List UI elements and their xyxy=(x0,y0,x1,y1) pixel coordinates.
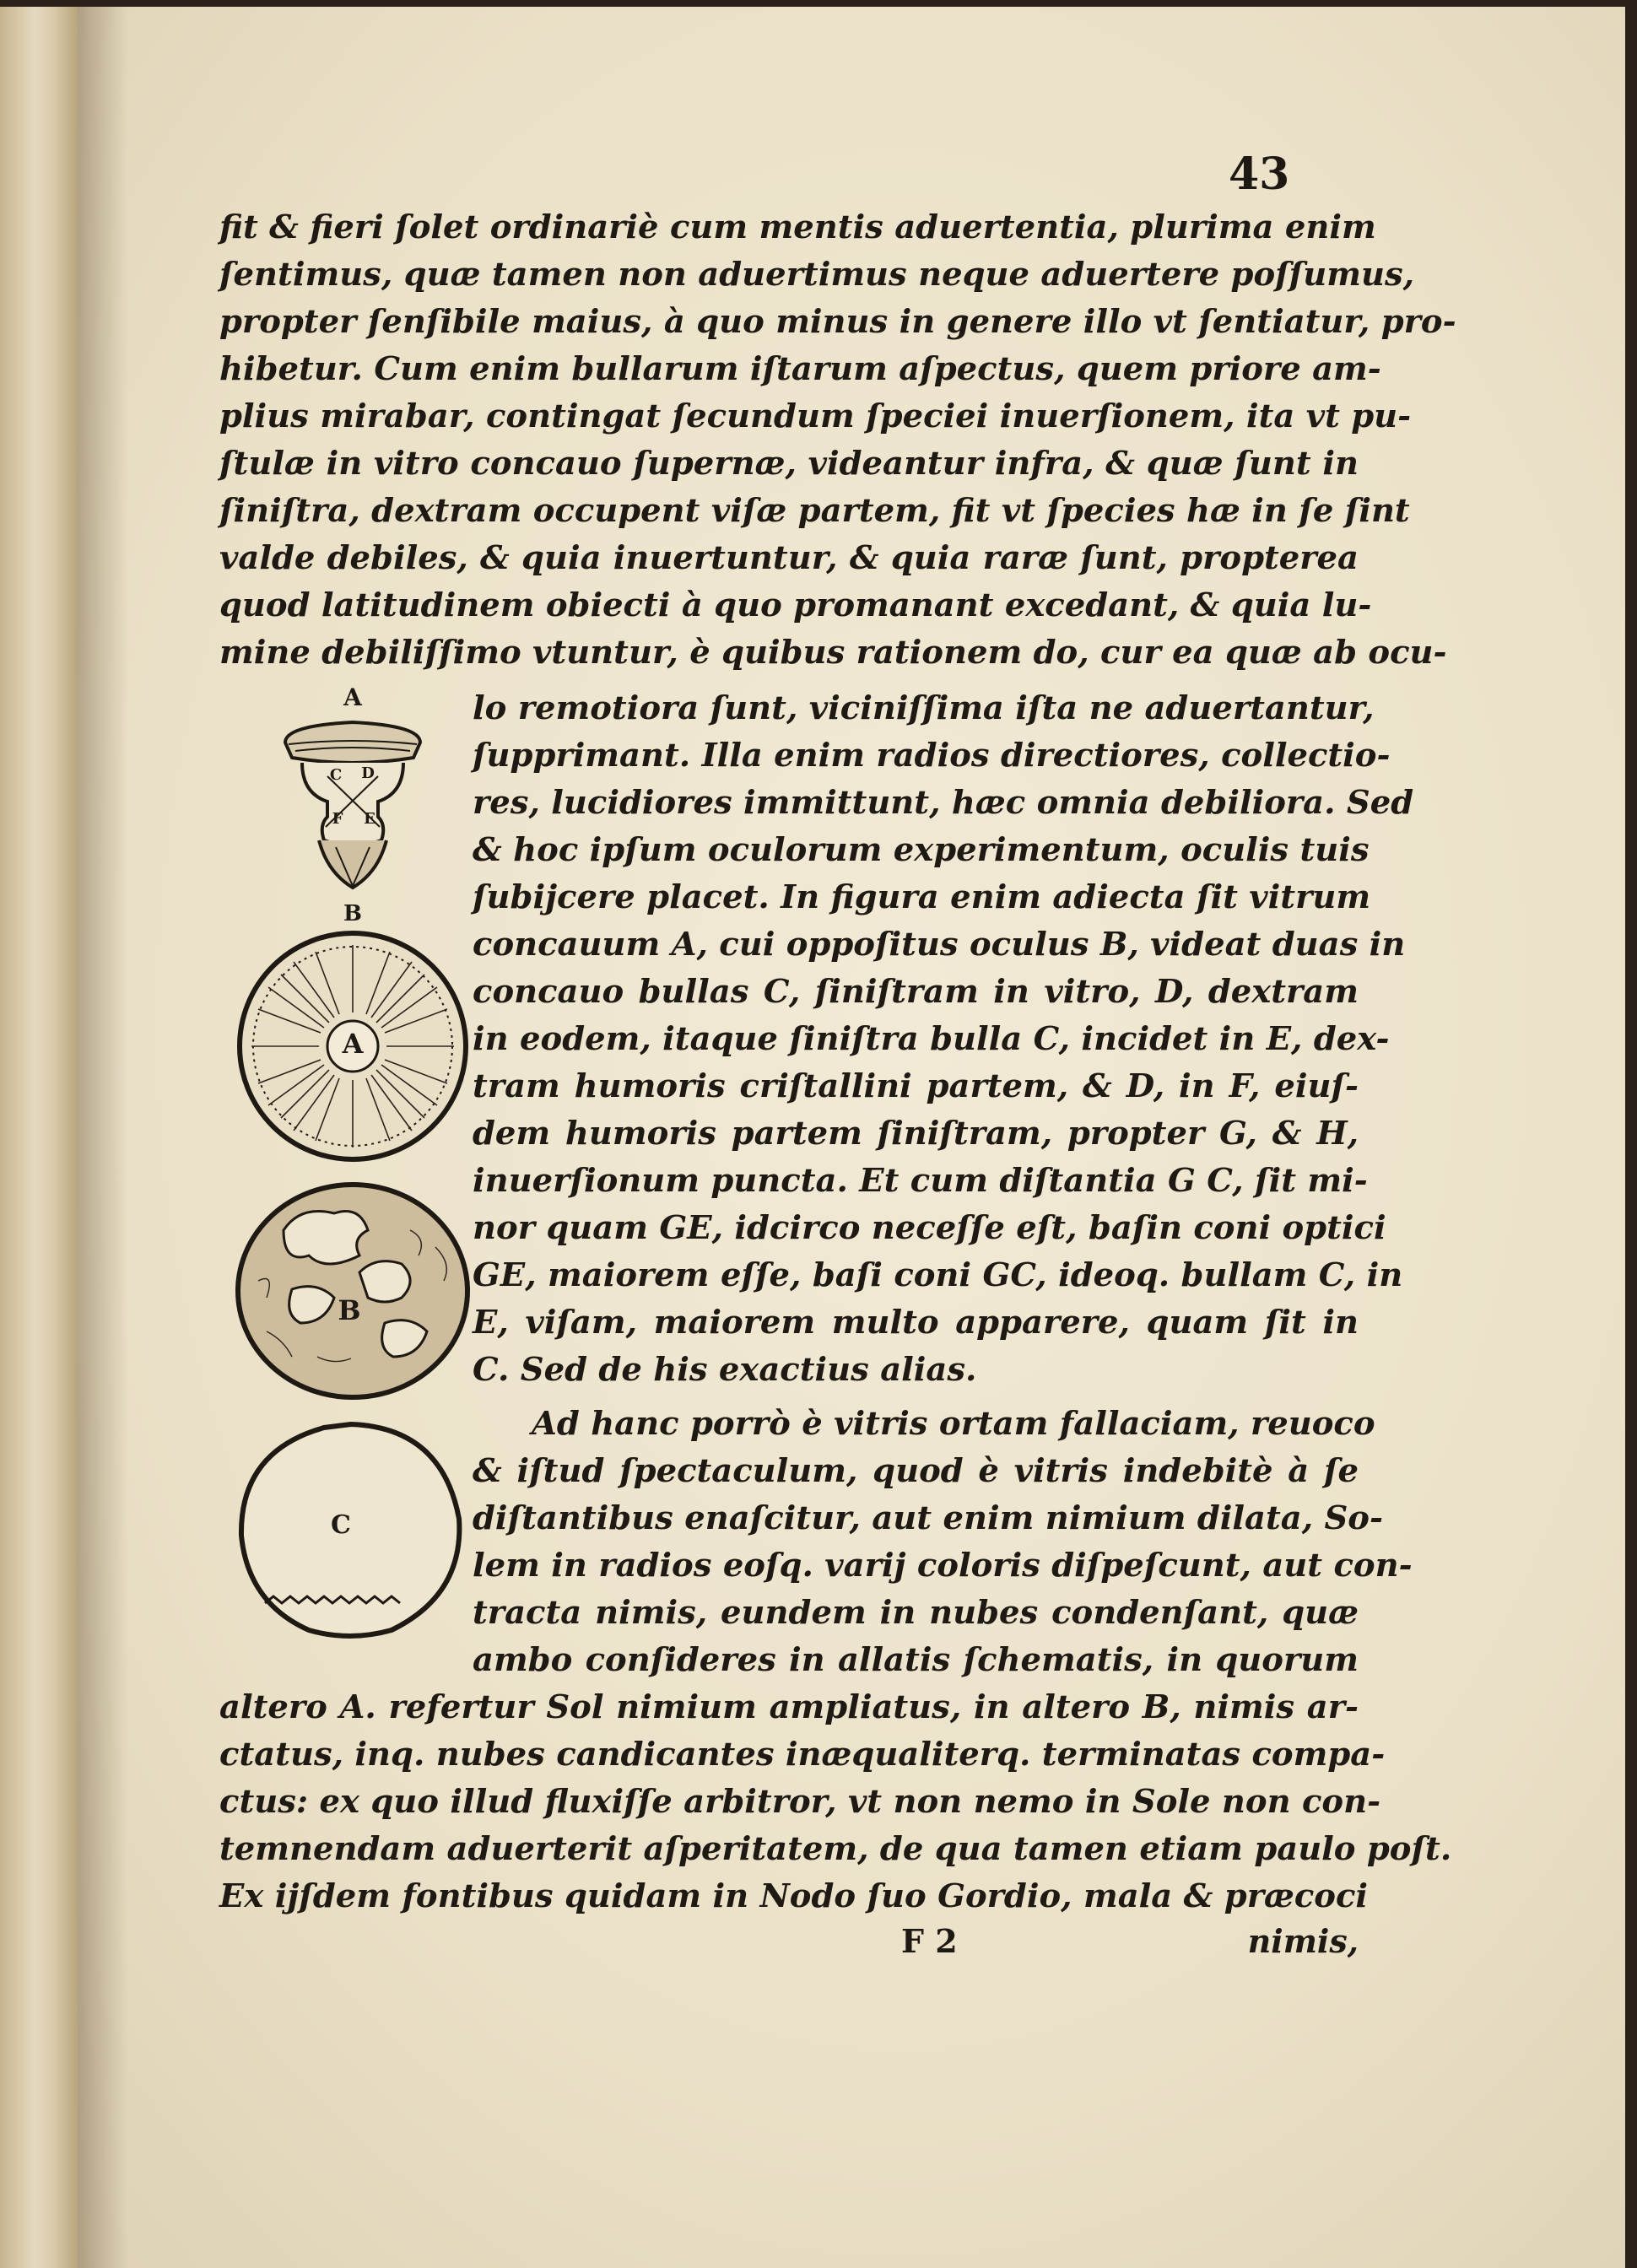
text-line: ſubijcere placet. In figura enim adiecta ſit vitrum xyxy=(473,878,1371,916)
sun-b-figure xyxy=(233,1180,473,1402)
text-line: concauo bullas C, ſiniſtram in vitro, D, dextram xyxy=(473,973,1359,1011)
text-line: inuerſionum puncta. Et cum diſtantia G C, ſit mi- xyxy=(473,1162,1368,1200)
eye-diagram-drawing xyxy=(268,692,437,928)
text-line: propter ſenſibile maius, à quo minus in genere illo vt ſentiatur, pro- xyxy=(219,303,1456,341)
text-line: tracta nimis, eundem in nubes condenſant, quæ xyxy=(473,1594,1359,1632)
text-line: ſtulæ in vitro concauo ſupernæ, videantur infra, & quæ ſunt in xyxy=(219,445,1359,483)
figure-label-d: D xyxy=(361,764,375,782)
text-line: in eodem, itaque ſiniſtra bulla C, incidet in E, dex- xyxy=(473,1020,1390,1058)
text-line: concauum A, cui oppoſitus oculus B, videat duas in xyxy=(473,926,1406,964)
text-line: temnendam aduerterit aſperitatem, de qua tamen etiam paulo poſt. xyxy=(219,1830,1452,1868)
text-line: diſtantibus enaſcitur, aut enim nimium dilata, So- xyxy=(473,1499,1383,1537)
text-line: dem humoris partem ſiniſtram, propter G, & H, xyxy=(473,1115,1359,1153)
text-line: tram humoris criſtallini partem, & D, in F, eiuſ- xyxy=(473,1067,1359,1105)
text-line: GE, maiorem eſſe, baſi coni GC, ideoq. bullam C, in xyxy=(473,1256,1403,1294)
sun-b-drawing xyxy=(233,1180,473,1402)
sun-b-label: B xyxy=(338,1294,361,1326)
gutter-shadow xyxy=(78,0,128,2268)
text-line: ſentimus, quæ tamen non aduertimus neque aduertere poſſumus, xyxy=(219,256,1415,294)
text-line: Ex ijſdem fontibus quidam in Nodo ſuo Gordio, mala & præcoci xyxy=(219,1877,1369,1915)
scan-border-right xyxy=(1625,0,1637,2268)
paragraph-start: Ad hanc porrò è vitris ortam fallaciam, reuoco xyxy=(532,1405,1375,1443)
text-line: ambo conſideres in allatis ſchematis, in quorum xyxy=(473,1641,1359,1679)
sun-c-figure xyxy=(231,1418,471,1644)
figure-label-c: C xyxy=(329,766,343,784)
text-line: mine debiliſſimo vtuntur, è quibus rationem do, cur ea quæ ab ocu- xyxy=(219,634,1447,672)
text-line: quod latitudinem obiecti à quo promanant excedant, & quia lu- xyxy=(219,586,1372,624)
catchword: nimis, xyxy=(1247,1922,1359,1960)
text-line: hibetur. Cum enim bullarum iſtarum aſpectus, quem priore am- xyxy=(219,350,1381,388)
text-line: & hoc ipſum oculorum experimentum, oculis tuis xyxy=(473,831,1370,869)
sun-a-figure xyxy=(235,928,471,1164)
sun-c-label: C xyxy=(331,1510,351,1540)
eye-diagram-figure xyxy=(268,683,437,928)
text-line: res, lucidiores immittunt, hæc omnia debiliora. Sed xyxy=(473,784,1414,822)
figure-label-f: F xyxy=(332,810,343,828)
text-line: E, viſam, maiorem multo apparere, quam ſit in xyxy=(473,1304,1359,1342)
figure-label-b: B xyxy=(343,901,362,926)
text-line: ctus: ex quo illud fluxiſſe arbitror, vt non nemo in Sole non con- xyxy=(219,1783,1381,1821)
text-line: lem in radios eoſq. varij coloris diſpeſcunt, aut con- xyxy=(473,1547,1413,1585)
text-line: lo remotiora ſunt, viciniſſima iſta ne aduertantur, xyxy=(473,689,1375,727)
text-line: plius mirabar, contingat ſecundum ſpeciei inuerſionem, ita vt pu- xyxy=(219,397,1412,435)
facing-page-edge xyxy=(0,0,78,2268)
figure-label-a: A xyxy=(343,683,362,711)
figure-label-e: E xyxy=(364,810,375,828)
page-number: 43 xyxy=(1229,148,1290,200)
text-line: nor quam GE, idcirco neceſſe eſt, baſin coni optici xyxy=(473,1209,1386,1247)
text-line: altero A. refertur Sol nimium ampliatus, in altero B, nimis ar- xyxy=(219,1688,1359,1726)
text-line: ſupprimant. Illa enim radios directiores, collectio- xyxy=(473,737,1391,775)
text-line: C. Sed de his exactius alias. xyxy=(473,1351,977,1389)
scan-border-top xyxy=(0,0,1637,7)
text-line: fit & fieri ſolet ordinariè cum mentis aduertentia, plurima enim xyxy=(219,208,1376,246)
signature-mark: F 2 xyxy=(901,1922,958,1960)
text-line: & iſtud ſpectaculum, quod è vitris indebitè à ſe xyxy=(473,1452,1359,1490)
text-line: valde debiles, & quia inuertuntur, & quia raræ ſunt, propterea xyxy=(219,539,1359,577)
text-line: ſiniſtra, dextram occupent viſæ partem, fit vt ſpecies hæ in ſe ſint xyxy=(219,492,1410,530)
sun-a-label: A xyxy=(342,1028,364,1060)
text-line: ctatus, inq. nubes candicantes inæqualiterq. terminatas compa- xyxy=(219,1736,1386,1774)
